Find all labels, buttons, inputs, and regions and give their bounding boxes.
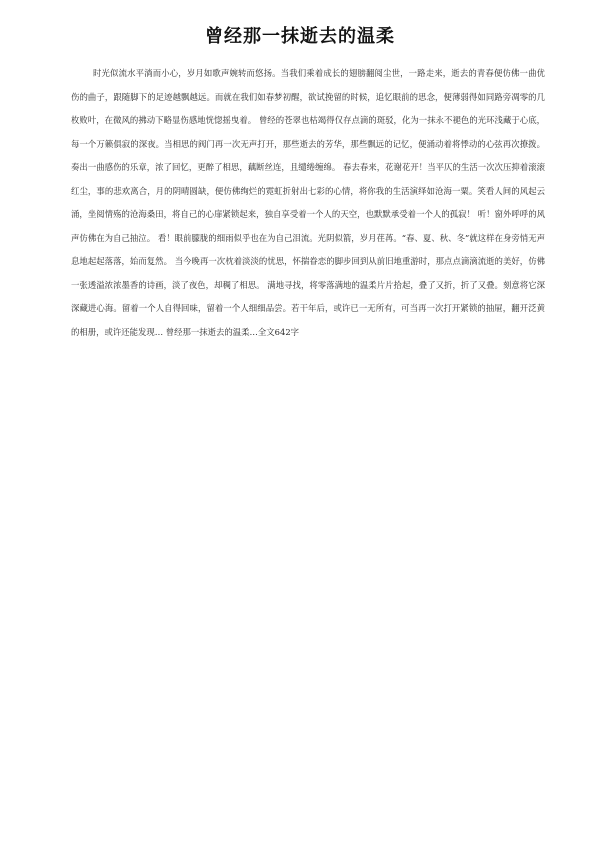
document-title: 曾经那一抹逝去的温柔	[205, 26, 395, 47]
document-body: 时光似流水平淌而小心，岁月如歌声婉转而悠扬。当我们乘着成长的翅膀翻阅尘世，一路走来，逝去的青春便仿佛一曲优伤的曲子，跟随脚下的足迹越飘越远。而就在我们如春梦初醒，欲试挽留的时候，追忆眼前的思念，便薄弱得如同路旁凋零的几枚败叶，在微风的拂动下略显伤感地恍惚摇曳着。 曾经的苍翠也枯竭得仅存点滴的斑驳，化为一抹永不褪色的光环浅藏于心底，每一个万籁俱寂的深夜。当相思的阀门再一次无声打开，那些逝去的芳华，那些飘远的记忆，便涌动着将悸动的心弦再次撩拨。奏出一曲感伤的乐章，浓了回忆，更醉了相思，藕断丝连，且缱绻缠绵。 春去春来，花谢花开！当平仄的生活一次次压抑着滚滚红尘，事的悲欢离合，月的阴晴圆缺，便仿佛绚烂的霓虹折射出七彩的心情，将你我的生活演绎如沧海一粟。笑看人间的风起云涌，坐阅情殇的沧海桑田，将自己的心扉紧锁起来，独自享受着一个人的天空，也默默承受着一个人的孤寂！ 听！窗外呼呼的风声仿佛在为自己抽泣。 看！眼前朦胧的细雨似乎也在为自己泪流。光阴似箭，岁月荏苒。“春、夏、秋、冬”就这样在身旁悄无声息地起起落落，始而复然。 当今晚再一次枕着淡淡的忧思，怀揣眷恋的脚步回到从前旧地重游时，那点点滴滴流逝的美好，仿佛一张透溢浓浓墨香的诗画，淡了夜色，却稠了相思。 满地寻找，将零落满地的温柔片片拾起，叠了又折，折了又叠。刻意将它深深藏进心海。留着一个人自得回味，留着一个人细细品尝。若干年后，或许已一无所有，可当再一次打开紧锁的抽屉，翻开泛黄的相册，或许还能发现… 曾经那一抹逝去的温柔…全文642字	[71, 68, 545, 337]
